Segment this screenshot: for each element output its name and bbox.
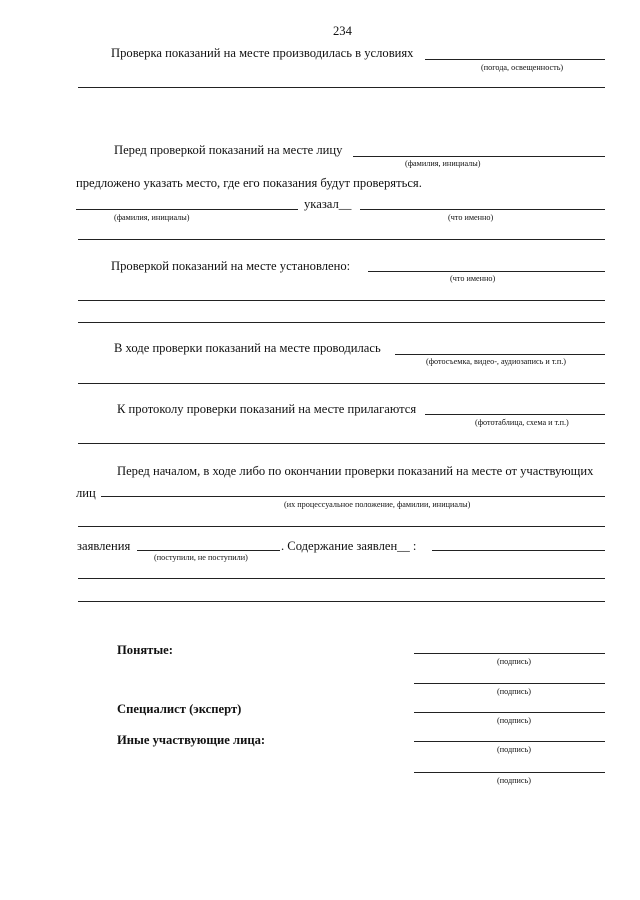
statements-line2: лиц bbox=[76, 486, 96, 500]
signature-hint-5: (подпись) bbox=[497, 776, 531, 785]
received-field[interactable] bbox=[137, 550, 280, 551]
indicated-what-field[interactable] bbox=[360, 209, 605, 210]
attachments-field-continued[interactable] bbox=[78, 443, 605, 444]
persons-hint: (их процессуальное положение, фамилии, инициалы) bbox=[284, 500, 471, 509]
conditions-hint: (погода, освещенность) bbox=[481, 63, 564, 72]
statements-content-label: . Содержание заявлен__ : bbox=[281, 539, 417, 553]
witness-signature-2[interactable] bbox=[414, 683, 605, 684]
received-hint: (поступили, не поступили) bbox=[154, 553, 248, 562]
witness-signature-1[interactable] bbox=[414, 653, 605, 654]
established-hint: (что именно) bbox=[450, 274, 496, 283]
indicated-label: указал__ bbox=[304, 197, 352, 211]
signature-hint-1: (подпись) bbox=[497, 657, 531, 666]
persons-field-continued[interactable] bbox=[78, 526, 605, 527]
established-field[interactable] bbox=[368, 271, 605, 272]
content-field-2[interactable] bbox=[78, 578, 605, 579]
persons-field[interactable] bbox=[101, 496, 605, 497]
specialist-label: Специалист (эксперт) bbox=[117, 702, 242, 716]
specialist-signature[interactable] bbox=[414, 712, 605, 713]
indicated-what-hint: (что именно) bbox=[448, 213, 494, 222]
person-hint: (фамилия, инициалы) bbox=[405, 159, 481, 168]
recording-field-continued[interactable] bbox=[78, 383, 605, 384]
indicated-field-continued[interactable] bbox=[78, 239, 605, 240]
established-field-2[interactable] bbox=[78, 300, 605, 301]
indicated-person-field[interactable] bbox=[76, 209, 298, 210]
others-signature-1[interactable] bbox=[414, 741, 605, 742]
signature-hint-4: (подпись) bbox=[497, 745, 531, 754]
signature-hint-3: (подпись) bbox=[497, 716, 531, 725]
before-check-label: Перед проверкой показаний на месте лицу bbox=[114, 143, 343, 157]
attachments-label: К протоколу проверки показаний на месте прилагаются bbox=[117, 402, 417, 416]
proposed-text: предложено указать место, где его показания будут проверяться. bbox=[76, 176, 422, 190]
indicated-name-hint: (фамилия, инициалы) bbox=[114, 213, 190, 222]
conditions-label: Проверка показаний на месте производилась в условиях bbox=[111, 46, 414, 60]
conditions-field[interactable] bbox=[425, 59, 605, 60]
others-signature-2[interactable] bbox=[414, 772, 605, 773]
conditions-field-continued[interactable] bbox=[78, 87, 605, 88]
others-label: Иные участвующие лица: bbox=[117, 733, 266, 747]
established-field-3[interactable] bbox=[78, 322, 605, 323]
attachments-field[interactable] bbox=[425, 414, 605, 415]
attachments-hint: (фототаблица, схема и т.п.) bbox=[475, 418, 569, 427]
page-number: 234 bbox=[333, 24, 352, 38]
established-label: Проверкой показаний на месте установлено: bbox=[111, 259, 351, 273]
person-field[interactable] bbox=[353, 156, 605, 157]
recording-label: В ходе проверки показаний на месте проводилась bbox=[114, 341, 381, 355]
statements-label: заявления bbox=[77, 539, 131, 553]
witnesses-label: Понятые: bbox=[117, 643, 173, 657]
statements-line1: Перед началом, в ходе либо по окончании проверки показаний на месте от участвующих bbox=[117, 464, 594, 478]
content-field-3[interactable] bbox=[78, 601, 605, 602]
signature-hint-2: (подпись) bbox=[497, 687, 531, 696]
recording-hint: (фотосъемка, видео-, аудиозапись и т.п.) bbox=[426, 357, 566, 366]
content-field[interactable] bbox=[432, 550, 605, 551]
recording-field[interactable] bbox=[395, 354, 605, 355]
